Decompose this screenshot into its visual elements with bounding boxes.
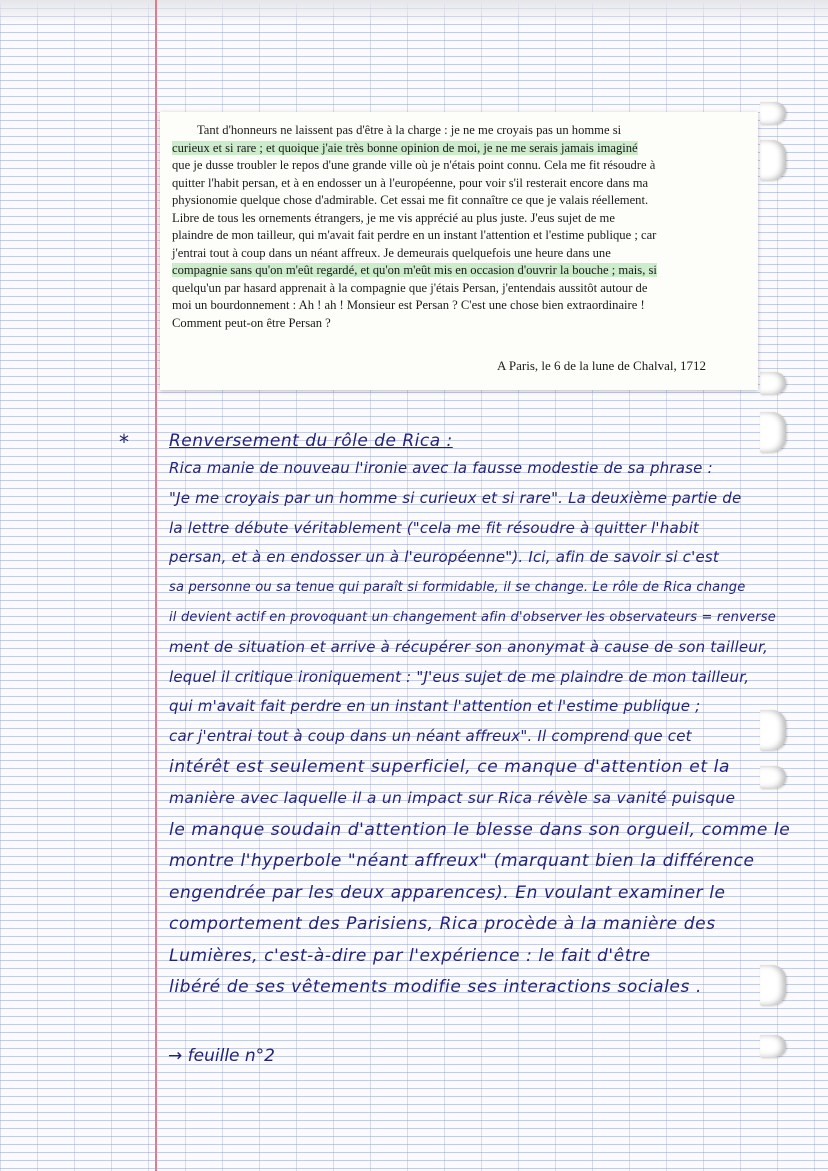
excerpt-signature: A Paris, le 6 de la lune de Chalval, 1712 — [496, 358, 706, 373]
note-line: engendrée par les deux apparences). En voulant examiner le — [169, 882, 726, 903]
note-line: libéré de ses vêtements modifie ses interactions sociales . — [169, 977, 702, 998]
excerpt-line: que je dusse troubler le repos d'une grande ville où je n'étais point connu. Cela me fit résoudre à — [172, 158, 656, 172]
next-sheet-note: → feuille n°2 — [168, 1046, 275, 1066]
note-line: Rica manie de nouveau l'ironie avec la fausse modestie de sa phrase : — [169, 459, 713, 477]
note-line: "Je me croyais par un homme si curieux et si rare". La deuxième partie de — [169, 488, 742, 507]
excerpt-line: physionomie quelque chose d'admirable. Cet essai me fit connaître ce que je valais réellement. — [172, 193, 649, 207]
excerpt-line: curieux et si rare ; et quoique j'aie très bonne opinion de moi, je ne me serais jamais imaginé — [172, 140, 638, 155]
note-line: le manque soudain d'attention le blesse dans son orgueil, comme le — [169, 819, 791, 840]
excerpt-line: plaindre de mon tailleur, qui m'avait fait perdre en un instant l'attention et l'estime publique ; car — [172, 228, 657, 242]
note-line: intérêt est seulement superficiel, ce manque d'attention et la — [169, 756, 730, 777]
note-line: il devient actif en provoquant un changement afin d'observer les observateurs = renverse — [169, 609, 776, 625]
note-line: la lettre débute véritablement ("cela me fit résoudre à quitter l'habit — [169, 518, 700, 537]
excerpt-line: Tant d'honneurs ne laissent pas d'être à la charge : je ne me croyais pas un homme si — [172, 123, 622, 137]
binder-hole — [760, 140, 786, 180]
excerpt-line: compagnie sans qu'on m'eût regardé, et qu'on m'eût mis en occasion d'ouvrir la bouche ; mais, si — [172, 263, 657, 277]
note-line: montre l'hyperbole "néant affreux" (marquant bien la différence — [169, 851, 755, 872]
excerpt-line: moi un bourdonnement : Ah ! ah ! Monsieur est Persan ? C'est une chose bien extraordinaire ! — [172, 298, 645, 312]
excerpt-line: Comment peut-on être Persan ? — [172, 315, 331, 330]
page-top-shadow — [0, 0, 828, 24]
note-line: lequel il critique ironiquement : "J'eus sujet de me plaindre de mon tailleur, — [169, 667, 750, 686]
excerpt-line: Libre de tous les ornements étrangers, je me vis apprécié au plus juste. J'eus sujet de me — [172, 210, 615, 225]
excerpt-text — [172, 122, 746, 332]
excerpt-line: quelqu'un par hasard apprenait à la compagnie que j'étais Persan, j'entendais aussitôt autour de — [172, 280, 648, 295]
asterisk-bullet: * — [119, 430, 129, 454]
binder-hole — [760, 1035, 786, 1057]
notes-heading: Renversement du rôle de Rica : — [169, 431, 453, 451]
note-line: car j'entrai tout à coup dans un néant affreux". Il comprend que cet — [169, 727, 692, 746]
excerpt-line: j'entrai tout à coup dans un néant affreux. Je demeurais quelquefois une heure dans une — [172, 245, 611, 260]
note-line: comportement des Parisiens, Rica procède à la manière des — [169, 914, 716, 935]
note-line: ment de situation et arrive à récupérer son anonymat à cause de son tailleur, — [169, 637, 768, 656]
binder-hole — [760, 372, 786, 394]
note-line: manière avec laquelle il a un impact sur Rica révèle sa vanité puisque — [169, 789, 736, 808]
printed-excerpt — [160, 112, 758, 390]
binder-hole — [760, 102, 786, 124]
handwritten-notes — [119, 428, 815, 1004]
excerpt-line: quitter l'habit persan, et à en endosser un à l'européenne, pour voir s'il resterait encore dans ma — [172, 175, 649, 190]
note-line: qui m'avait fait perdre en un instant l'attention et l'estime publique ; — [169, 697, 701, 716]
note-line: sa personne ou sa tenue qui paraît si formidable, il se change. Le rôle de Rica change — [169, 580, 746, 596]
note-line: persan, et à en endosser un à l'européenne"). Ici, afin de savoir si c'est — [169, 548, 719, 567]
note-line: Lumières, c'est-à-dire par l'expérience : le fait d'être — [169, 945, 651, 966]
